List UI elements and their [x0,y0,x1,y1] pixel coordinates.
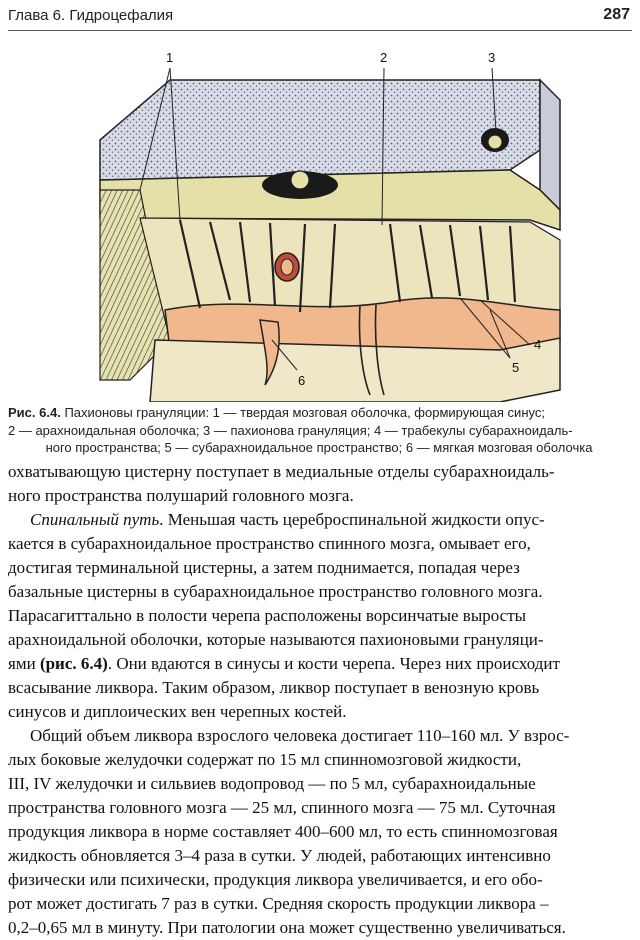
page-number: 287 [603,6,630,23]
paragraph-2-line-5: Парасагиттально в полости черепа расположены ворсинчатые выросты [8,606,527,625]
paragraph-3-line-1: Общий объем ликвора взрослого человека достигает 110–160 мл. У взрос- [30,726,570,745]
paragraph-3-line-6: жидкость обновляется 3–4 раза в сутки. У людей, работающих интенсивно [8,846,551,865]
chapter-title: Глава 6. Гидроцефалия [8,7,174,24]
figure-label-5: 5 [512,360,520,375]
paragraph-2-line-2: кается в субарахноидальное пространство спинного мозга, омывает его, [8,534,531,553]
paragraph-2-line-1-rest: . Меньшая часть цереброспинальной жидкости опус- [159,510,545,529]
ref-suffix: . Они вдаются в синусы и кости черепа. Через них происходит [107,654,560,673]
arachnoid-granulation-side [488,135,502,149]
arachnoid-granulation-center [291,171,309,189]
figure-label-4: 4 [534,337,542,352]
paragraph-3-line-3: III, IV желудочки и сильвиев водопровод — по 5 мл, субарахноидальные [8,774,536,793]
figure-label-6: 6 [298,373,306,388]
paragraph-1-line-2: ного пространства полушарий головного мозга. [8,486,354,505]
caption-line-3: ного пространства; 5 — субарахноидальное пространство; 6 — мягкая мозговая оболочка [45,440,593,455]
paragraph-3-line-2: лых боковые желудочки содержат по 15 мл спинномозговой жидкости, [8,750,522,769]
skull-bone-top [100,80,540,180]
figure-label-3: 3 [488,50,496,65]
skull-bone-side [540,80,560,210]
ref-prefix: ями [8,654,40,673]
paragraph-3-line-8: рот может достигать 7 раз в сутки. Средняя скорость продукции ликвора – [8,894,549,913]
running-header [8,2,632,31]
paragraph-3-line-9: 0,2–0,65 мл в минуту. При патологии она может существенно увеличиваться. [8,918,566,937]
paragraph-2-line-7 [8,652,630,676]
figure-caption [8,404,630,457]
paragraph-2-line-8: всасывание ликвора. Таким образом, ликвор поступает в венозную кровь [8,678,540,697]
body-text [8,460,630,940]
figure-label-1: 1 [166,50,174,65]
figure-label-2: 2 [380,50,388,65]
caption-line-1: Пахионовы грануляции: 1 — твердая мозговая оболочка, формирующая синус; [64,405,545,420]
paragraph-1-line-1: охватывающую цистерну поступает в медиальные отделы субарахноидаль- [8,462,555,481]
paragraph-2-line-3: достигая терминальной цистерны, а затем поднимается, попадая через [8,558,520,577]
paragraph-2-line-9: синусов и диплоических вен черепных костей. [8,702,347,721]
anatomy-figure [60,40,580,402]
caption-line-2: 2 — арахноидальная оболочка; 3 — пахионова грануляция; 4 — трабекулы субарахноидаль- [8,422,573,438]
artery-lumen [281,259,293,275]
paragraph-2-line-6: арахноидальной оболочки, которые называются пахионовыми грануляци- [8,630,544,649]
paragraph-3-line-7: физически или психически, продукция ликвора увеличивается, и его обо- [8,870,543,889]
paragraph-2-line-4: базальные цистерны в субарахноидальное пространство головного мозга. [8,582,543,601]
spinal-path-term: Спинальный путь [30,510,160,529]
figure-reference: (рис. 6.4) [39,654,108,673]
paragraph-2-line-1 [8,508,630,532]
caption-line [8,404,630,422]
paragraph-3-line-5: продукция ликвора в норме составляет 400–600 мл, то есть спинномозговая [8,822,558,841]
pacchionian-granulation-illustration [60,40,580,402]
caption-figure-ref: Рис. 6.4. [8,405,61,420]
paragraph-3-line-4: пространства головного мозга — 25 мл, спинного мозга — 75 мл. Суточная [8,798,556,817]
